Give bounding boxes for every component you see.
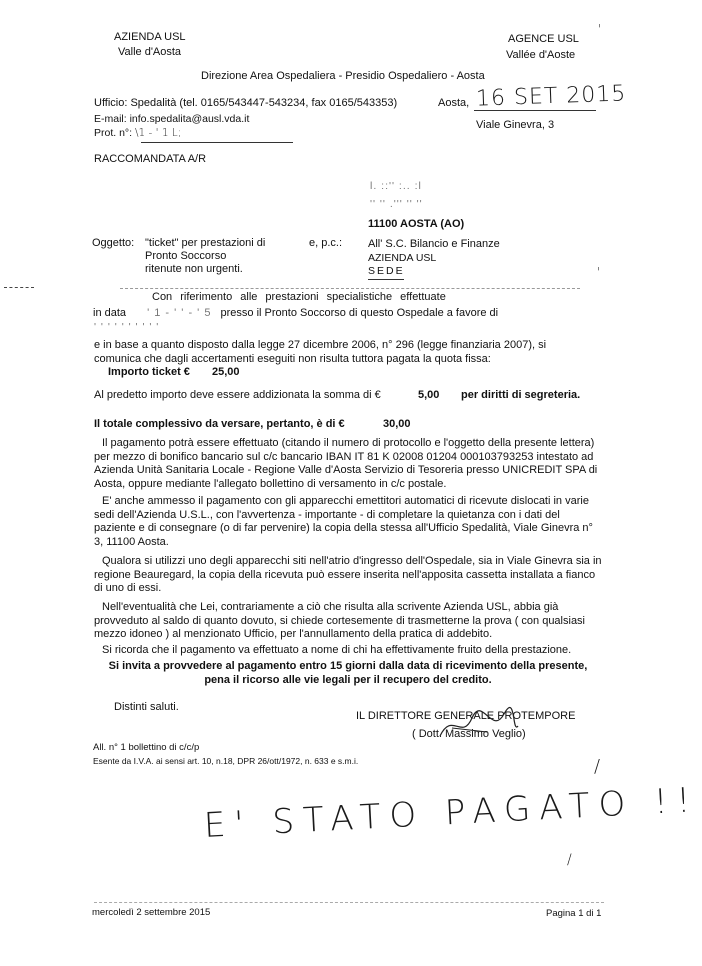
subject-line3: ritenute non urgenti. (145, 263, 243, 275)
stray-mark-right: ' (597, 265, 601, 279)
subject-label: Oggetto: (92, 237, 135, 249)
recipient-address-obscured: '' '' .''' '' '' (370, 198, 423, 210)
office-line: Ufficio: Spedalità (tel. 0165/543447-543234, fax 0165/543353) (94, 97, 398, 109)
body-p5: Qualora si utilizzi uno degli apparecchi siti nell'atrio d'ingresso dell'Ospedale, sia in Viale Ginevra sia in regione Beauregard, la copia della ricevuta può essere inserita nell'apposita cassetta installata a fianco di uno di essi. (94, 555, 602, 595)
stray-mark-top-right: ' (598, 22, 602, 36)
patient-name-obscured: ' ' ' ' ' ' ' ' ' ' (94, 321, 160, 333)
body-p1b (93, 307, 498, 319)
prot-line (94, 127, 181, 139)
vat-exemption: Esente da I.V.A. ai sensi art. 10, n.18, DPR 26/ott/1972, n. 633 e s.m.i. (93, 756, 359, 766)
recipient-city: 11100 AOSTA (AO) (368, 218, 465, 230)
right-region: Vallée d'Aoste (506, 49, 576, 61)
email-link[interactable]: info.spedalita@ausl.vda.it (129, 113, 250, 125)
fold-mark-left (4, 287, 34, 288)
ticket-label: Importo ticket € (108, 366, 190, 378)
recipient-name-obscured: l. ::'' :.. :l (370, 180, 422, 192)
place-label: Aosta, (438, 97, 470, 109)
service-date-obscured: ' 1 - ' ' - ' 5 (147, 307, 212, 319)
prot-value-handwritten: \1 - ' 1 L; (134, 127, 182, 139)
left-org: AZIENDA USL (114, 31, 186, 43)
body-p7: Si ricorda che il pagamento va effettuato a nome di chi ha effettivamente fruito della prestazione. (102, 644, 572, 656)
body-p6: Nell'eventualità che Lei, contrariamente a ciò che risulta alla scrivente Azienda USL, abbia già provveduto al saldo di quanto dovuto, si chiede cortesemente di trasmetterne la prova ( con qualsiasi mezzo idoneo ) al menzionato Ufficio, per l'annullamento della pratica di addebito. (94, 601, 586, 641)
signer-name: ( Dott. Massimo Veglio) (412, 728, 526, 740)
date-label: in data (93, 307, 127, 319)
handwritten-paid-note: E' STATO PAGATO !! (202, 780, 701, 846)
fold-mark-center (120, 288, 580, 289)
add-value: 5,00 (418, 389, 440, 401)
ticket-value: 25,00 (212, 366, 240, 378)
handwritten-date: 16 SET 2015 (475, 81, 627, 112)
body-p1b-rest: presso il Pronto Soccorso di questo Ospedale a favore di (220, 307, 499, 319)
street-address: Viale Ginevra, 3 (476, 119, 555, 131)
body-p1a: Con riferimento alle prestazioni specialistiche effettuate (152, 291, 446, 303)
greeting: Distinti saluti. (114, 701, 179, 713)
add-reason: per diritti di segreteria. (461, 389, 581, 401)
cc-underline (368, 279, 404, 280)
signer-title: IL DIRETTORE GENERALE PROTEMPORE (356, 710, 576, 722)
email-label: E-mail: (94, 113, 130, 125)
right-org: AGENCE USL (508, 33, 579, 45)
cc-line3: SEDE (368, 265, 405, 277)
attachment-line: All. n° 1 bollettino di c/c/p (93, 742, 200, 753)
cc-line1: All' S.C. Bilancio e Finanze (368, 238, 500, 250)
subject-line1: "ticket" per prestazioni di (145, 237, 266, 249)
footer-date: mercoledì 2 settembre 2015 (92, 907, 211, 918)
footer-fold-mark (94, 902, 604, 903)
cc-label: e, p.c.: (309, 237, 343, 249)
prot-label: Prot. n°: (94, 127, 133, 139)
signature-scribble (432, 706, 522, 746)
footer-page: Pagina 1 di 1 (546, 908, 602, 919)
email-line (94, 113, 249, 125)
subject-line2: Pronto Soccorso (145, 250, 227, 262)
body-p3: Il pagamento potrà essere effettuato (citando il numero di protocollo e l'oggetto della presente lettera) per mezzo di bonifico bancario sul c/c bancario IBAN IT 81 K 02008 01204 000103793253 intestato ad Azienda Unità Sanitaria Locale - Regione Valle d'Aosta Servizio di Tesoreria presso UNICREDIT SPA di Aosta, oppure mediante l'allegato bollettino di versamento in c/c postale. (94, 437, 598, 490)
body-p2: e in base a quanto disposto dalla legge 27 dicembre 2006, n° 296 (legge finanziaria 2007), si comunica che dagli accertamenti eseguiti non risulta tuttora pagata la quota fissa: (94, 339, 547, 365)
total-value: 30,00 (383, 418, 411, 430)
add-text: Al predetto importo deve essere addizionata la somma di € (94, 389, 381, 401)
body-p4: E' anche ammesso il pagamento con gli apparecchi emettitori automatici di ricevute dislocati in varie sedi dell'Azienda U.S.L., con l'avvertenza - importante - di completare la quietanza con i dati del paziente e di consegnare (o di far pervenire) la copia della stessa all'Ufficio Spedalità, Viale Ginevra n° 3, 11100 Aosta. (94, 495, 593, 548)
cc-line2: AZIENDA USL (368, 252, 437, 264)
prot-underline (141, 142, 293, 143)
legal-action-notice: pena il ricorso alle vie legali per il recupero del credito. (204, 674, 492, 686)
left-region: Valle d'Aosta (118, 46, 182, 58)
payment-deadline-notice: Si invita a provvedere al pagamento entro 15 giorni dalla data di ricevimento della presente, (108, 660, 588, 672)
direction-line: Direzione Area Ospedaliera - Presidio Ospedaliero - Aosta (201, 70, 485, 82)
stray-mark-low: / (567, 852, 572, 868)
date-underline (474, 110, 596, 111)
mail-type: RACCOMANDATA A/R (94, 153, 207, 165)
total-label: Il totale complessivo da versare, pertanto, è di € (94, 418, 345, 430)
stray-mark-mid: / (594, 756, 601, 777)
